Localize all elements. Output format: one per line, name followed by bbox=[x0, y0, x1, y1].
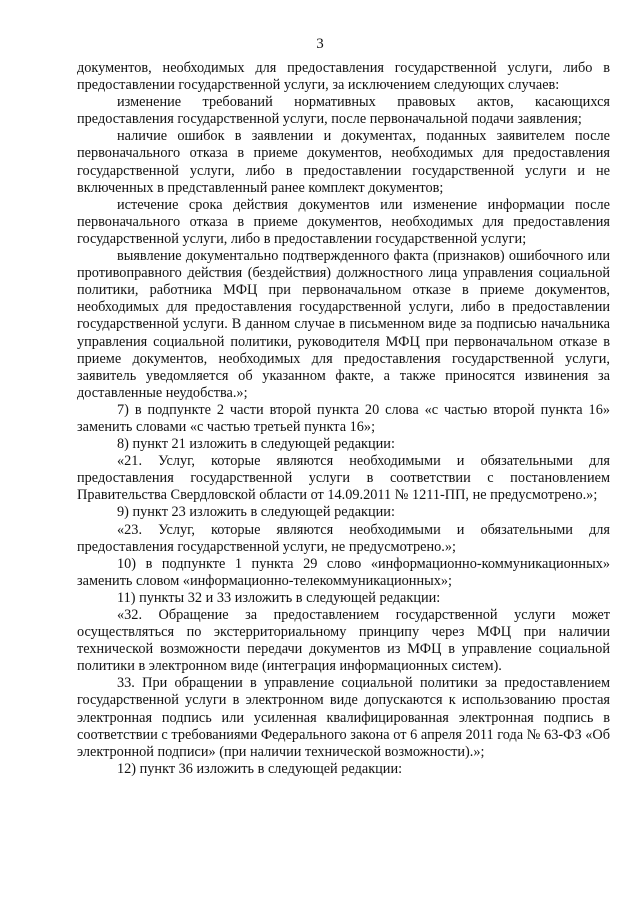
paragraph: «21. Услуг, которые являются необходимыми и обязательными для предоставления государственной услуги в соответствии с постановлением Правительства Свердловской области от 14.09.2011 № 1211-ПП, не предусмотрено.»; bbox=[77, 453, 610, 504]
paragraph: 8) пункт 21 изложить в следующей редакции: bbox=[117, 436, 395, 453]
paragraph: 12) пункт 36 изложить в следующей редакции: bbox=[117, 760, 403, 777]
paragraph: изменение требований нормативных правовых актов, касающихся предоставления государственной услуги, после первоначальной подачи заявления; bbox=[77, 94, 610, 128]
paragraph: 11) пункты 32 и 33 изложить в следующей редакции: bbox=[117, 589, 441, 606]
paragraph: выявление документально подтвержденного факта (признаков) ошибочного или противоправного действия (бездействия) должностного лица управления социальной политики, работника МФЦ при первоначальном отказе в приеме документов, необходимых для предоставления государственной услуги, либо в предоставлении государственной услуги. В данном случае в письменном виде за подписью начальника управления социальной политики, руководителя МФЦ при первоначальном отказе в приеме документов, необходимых для предоставления государственной услуги, заявитель уведомляется об указанном факте, а также приносятся извинения за доставленные неудобства.»; bbox=[77, 248, 610, 401]
paragraph: 33. При обращении в управление социальной политики за предоставлением государственной услуги в электронном виде допускаются к использованию простая электронная подпись или усиленная квалифицированная электронная подпись в соответствии с требованиями Федерального закона от 6 апреля 2011 года № 63-ФЗ «Об электронной подписи» (при наличии технической возможности).»; bbox=[77, 675, 610, 760]
paragraph: 7) в подпункте 2 части второй пункта 20 слова «с частью второй пункта 16» заменить словами «с частью третьей пункта 16»; bbox=[77, 401, 610, 435]
paragraph: истечение срока действия документов или изменение информации после первоначального отказа в приеме документов, необходимых для предоставления государственной услуги, либо в предоставлении государственной услуги; bbox=[77, 196, 610, 247]
paragraph: «23. Услуг, которые являются необходимыми и обязательными для предоставления государственной услуги, не предусмотрено.»; bbox=[77, 521, 610, 555]
page-number: 3 bbox=[316, 36, 324, 52]
paragraph: наличие ошибок в заявлении и документах, поданных заявителем после первоначального отказа в приеме документов, необходимых для предоставления государственной услуги, либо в предоставлении государственной услуги и не включенных в представленный ранее комплект документов; bbox=[77, 128, 610, 196]
paragraph: 9) пункт 23 изложить в следующей редакции: bbox=[117, 504, 395, 521]
paragraph: 10) в подпункте 1 пункта 29 слово «информационно-коммуникационных» заменить словом «информационно-телекоммуникационных»; bbox=[77, 555, 610, 589]
document-body bbox=[77, 60, 610, 778]
paragraph: документов, необходимых для предоставления государственной услуги, либо в предоставлении государственной услуги, за исключением следующих случаев: bbox=[77, 60, 610, 94]
paragraph: «32. Обращение за предоставлением государственной услуги может осуществляться по экстерриториальному принципу через МФЦ при наличии технической возможности передачи документов из МФЦ в управление социальной политики в электронном виде (интеграция информационных систем). bbox=[77, 607, 610, 675]
